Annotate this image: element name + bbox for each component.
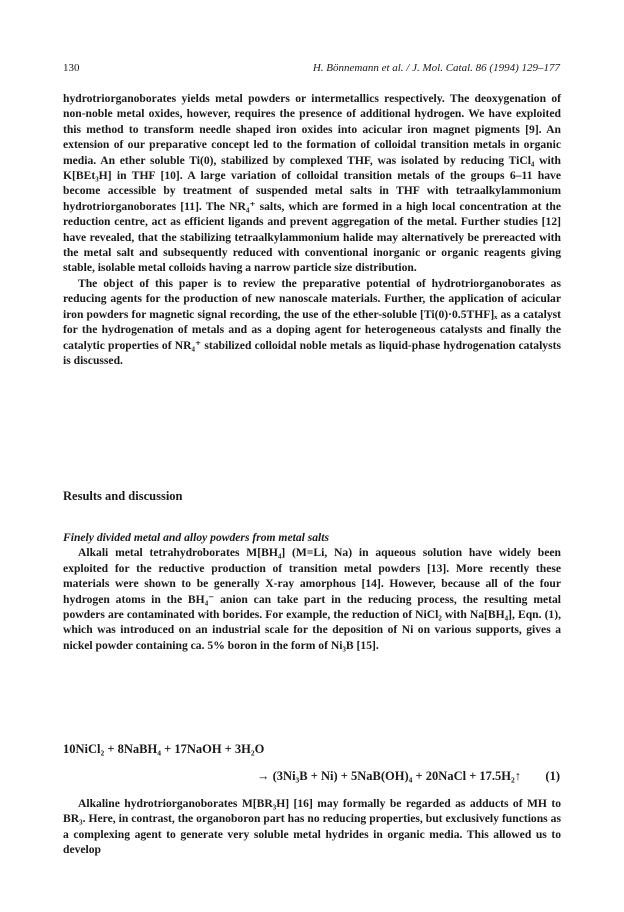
final-section [63,796,561,858]
subsection-paragraph: Alkali metal tetrahydroborates M[BH₄] (M=Li, Na) in aqueous solution have widely been exploited for the reductive production of transition metal powders [13]. More recently these materials were shown to be generally X-ray amorphous [14]. However, because all of the four hydrogen atoms in the BH₄⁻ anion can take part in the reducing process, the resulting metal powders are contaminated with borides. For example, the reduction of NiCl₂ with Na[BH₄], Eqn. (1), which was introduced on an industrial scale for the deposition of Ni on various supports, gives a nickel powder containing ca. 5% boron in the form of Ni₃B [15]. [63,546,561,652]
page-number: 130 [63,62,80,74]
equation-right-row [257,769,560,784]
final-paragraph: Alkaline hydrotriorganoborates M[BR₃H] [16] may formally be regarded as adducts of MH to BR₃. Here, in contrast, the organoboron part has no reducing properties, but exclusively functions as a complexing agent to generate very soluble metal hydrides in organic media. This allowed us to develop [63,797,561,857]
intro-paragraph: hydrotriorganoborates yields metal powders or intermetallics respectively. The deoxygenation of non-noble metal oxides, however, requires the presence of additional hydrogen. We have exploited this method to transform needle shaped iron oxides into acicular iron magnet pigments [9]. An extension of our preparative concept led to the formation of colloidal transition metals in organic media. An ether soluble Ti(0), stabilized by complexed THF, was isolated by reducing TiCl₄ with K[BEt₃H] in THF [10]. A large variation of colloidal transition metals of the groups 6–11 have become accessible by treatment of suspended metal salts in THF with tetraalkylammonium hydrotriorganoborates [11]. The NR₄⁺ salts, which are formed in a high local concentration at the reduction centre, act as efficient ligands and prevent aggregation of the metal. Further studies [12] have revealed, that the stabilizing tetraalkylammonium halide may alternatively be prereacted with the metal salt and subsequently reduced with conventional inorganic or organic reagents giving stable, isolable metal colloids having a narrow particle size distribution. [63,92,561,275]
subsection-heading: Finely divided metal and alloy powders from metal salts [63,531,329,544]
subsection [63,530,561,653]
running-head: H. Bönnemann et al. / J. Mol. Catal. 86 (1994) 129–177 [312,62,560,74]
equation-left: 10NiCl₂ + 8NaBH₄ + 17NaOH + 3H₂O [63,742,265,756]
intro-section [63,91,561,368]
equation-right: → (3Ni₃B + Ni) + 5NaB(OH)₄ + 20NaCl + 17.5H₂↑ [257,769,522,783]
objective-paragraph: The object of this paper is to review the preparative potential of hydrotriorganoborates as reducing agents for the production of new nanoscale materials. Further, the application of acicular iron powders for magnetic signal recording, the use of the ether-soluble [Ti(0)·0.5THF]ₓ as a catalyst for the hydrogenation of metals and as a doping agent for heterogeneous catalysts and finally the catalytic properties of NR₄⁺ stabilized colloidal noble metals as liquid-phase hydrogenation catalysts is discussed. [63,276,561,367]
equation-number: (1) [545,769,560,783]
page-header [63,62,560,74]
section-heading: Results and discussion [63,489,183,503]
